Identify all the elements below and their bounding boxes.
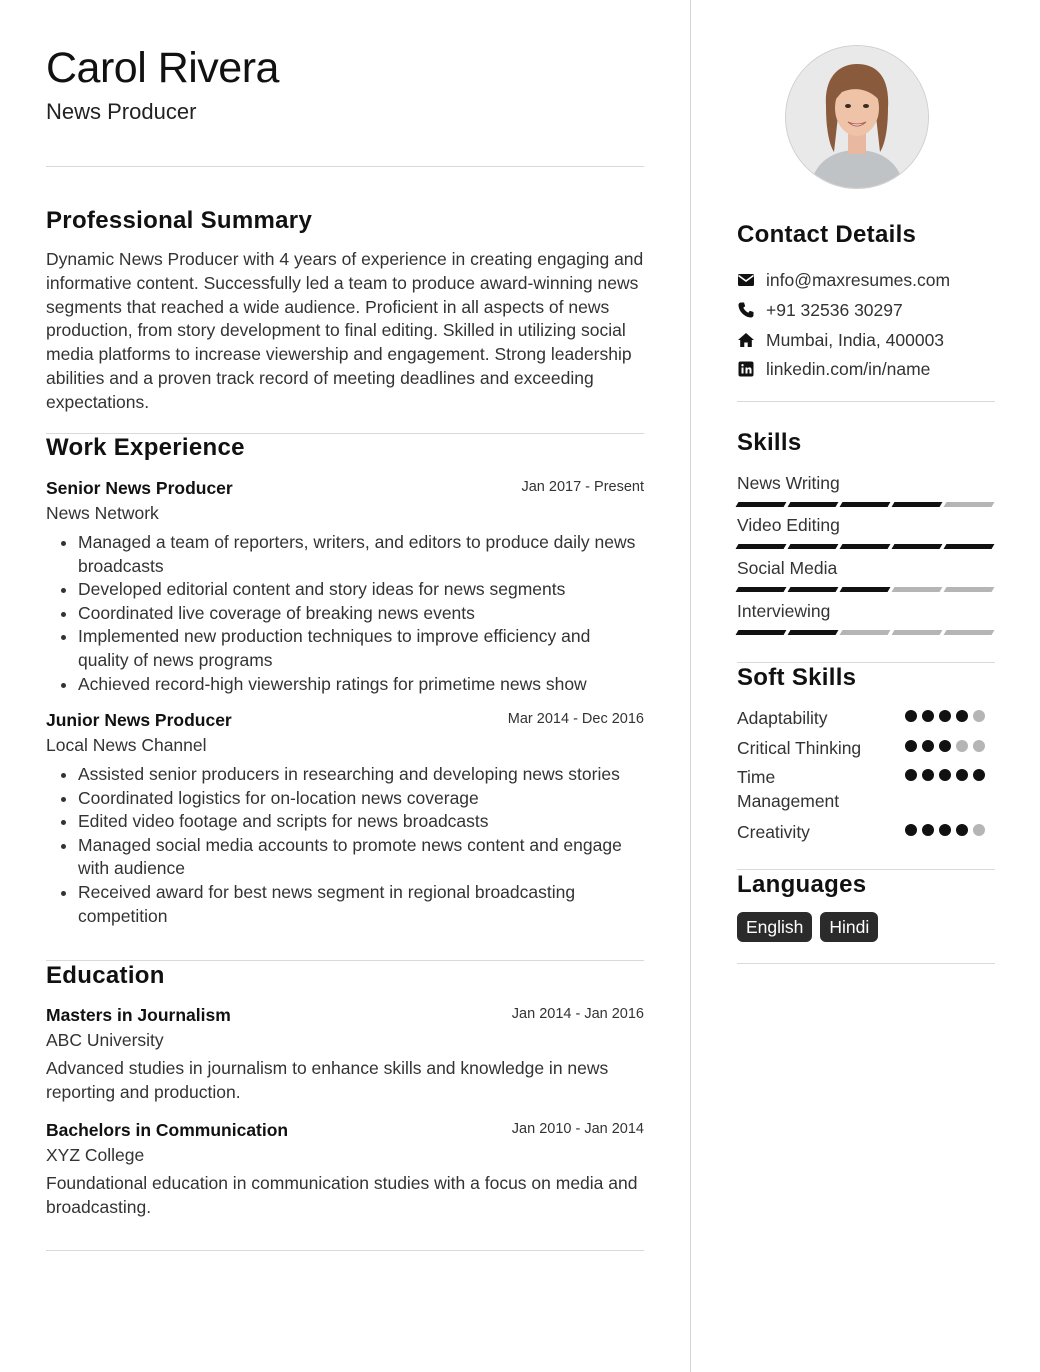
skill-name: Social Media (737, 558, 838, 578)
soft-skill-dot (905, 769, 917, 781)
contact-divider (737, 401, 995, 402)
job-org: Local News Channel (46, 735, 207, 755)
degree-title: Masters in Journalism (46, 1005, 231, 1025)
job-bullet: • Managed a team of reporters, writers, and editors to produce daily news broadcasts (78, 531, 644, 578)
contact-email-text: info@maxresumes.com (766, 269, 951, 290)
job-entry (46, 477, 644, 696)
education-description: Advanced studies in journalism to enhance skills and knowledge in news reporting and production. (46, 1058, 609, 1102)
job-date: Mar 2014 - Dec 2016 (507, 711, 644, 727)
skill-name: Interviewing (737, 601, 831, 621)
job-bullet: • Received award for best news segment in regional broadcasting competition (78, 881, 644, 928)
soft-skill-dot (939, 710, 951, 722)
skill-level-segment (892, 502, 943, 507)
education-entry (46, 1119, 644, 1219)
skill-item (737, 514, 995, 549)
soft-skill-dot (956, 740, 968, 752)
languages-title: Languages (737, 871, 867, 898)
soft-skill-dot (939, 740, 951, 752)
skill-level-segment (788, 502, 839, 507)
job-bullet: • Implemented new production techniques to improve efficiency and quality of news programs (78, 625, 644, 672)
soft-skill-dot (973, 769, 985, 781)
soft-skill-dot (956, 824, 968, 836)
soft-skill-name: Critical Thinking (737, 738, 862, 758)
soft-skill-dots (905, 769, 985, 781)
skill-level-segment (788, 630, 839, 635)
summary-text: Dynamic News Producer with 4 years of experience in creating engaging and informative content. Successfully led a team to produce award-winning news segments that reached a wide audience. Proficient in all aspects of news production, from story development to final editing. Skilled in utilizing social media platforms to increase viewership and engagement. Strong leadership abilities and a proven track record of meeting deadlines and exceeding expectations. (46, 249, 644, 412)
soft-skills-title: Soft Skills (737, 664, 857, 691)
soft-skill-name: Creativity (737, 822, 810, 842)
candidate-role: News Producer (46, 99, 197, 124)
soft-skill-dots (905, 740, 985, 752)
job-entry (46, 709, 644, 928)
job-bullets (46, 763, 644, 928)
skill-level-bar (737, 630, 995, 635)
skill-level-segment (944, 587, 995, 592)
skills-title: Skills (737, 429, 802, 456)
soft-skill-dot (905, 710, 917, 722)
job-bullet: • Coordinated logistics for on-location news coverage (78, 787, 644, 811)
soft-skill-dot (922, 710, 934, 722)
contact-linkedin-text: linkedin.com/in/name (766, 358, 931, 379)
skill-name: News Writing (737, 473, 840, 493)
school-name: ABC University (46, 1030, 164, 1050)
job-bullet: • Coordinated live coverage of breaking news events (78, 602, 644, 626)
contact-address-text: Mumbai, India, 400003 (766, 329, 945, 350)
envelope-icon (737, 271, 755, 289)
education-date: Jan 2014 - Jan 2016 (511, 1006, 644, 1022)
column-divider (690, 0, 691, 1372)
contact-email[interactable] (737, 268, 950, 292)
experience-title: Work Experience (46, 434, 245, 461)
soft-skill-dot (939, 769, 951, 781)
skill-level-segment (944, 630, 995, 635)
skill-level-segment (788, 587, 839, 592)
soft-skill-name: Time Management (737, 767, 840, 811)
job-title: Junior News Producer (46, 710, 232, 730)
job-bullet: • Developed editorial content and story ideas for news segments (78, 578, 644, 602)
soft-skill-dots (905, 824, 985, 836)
education-divider (46, 1250, 644, 1251)
linkedin-icon (737, 360, 755, 378)
soft-skill-dot (973, 824, 985, 836)
header-divider (46, 166, 644, 167)
job-org: News Network (46, 503, 159, 523)
skill-level-segment (944, 544, 995, 549)
soft-skill-dot (973, 740, 985, 752)
contact-address (737, 328, 944, 352)
skill-level-bar (737, 502, 995, 507)
skill-level-segment (892, 587, 943, 592)
soft-skill-dot (956, 769, 968, 781)
soft-skill-dots (905, 710, 985, 722)
soft-skill-dot (973, 710, 985, 722)
skill-level-bar (737, 587, 995, 592)
skill-level-segment (840, 502, 891, 507)
education-title: Education (46, 962, 165, 989)
soft-skill-dot (905, 740, 917, 752)
education-entry (46, 1004, 644, 1104)
skill-level-segment (840, 587, 891, 592)
soft-skill-dot (939, 824, 951, 836)
education-date: Jan 2010 - Jan 2014 (511, 1121, 644, 1137)
language-list (737, 912, 878, 942)
skill-item (737, 472, 995, 507)
skill-level-segment (892, 544, 943, 549)
experience-divider (46, 960, 644, 961)
skill-level-segment (840, 544, 891, 549)
job-bullets (46, 531, 644, 696)
summary-title: Professional Summary (46, 207, 313, 234)
skill-level-segment (944, 502, 995, 507)
skill-level-segment (840, 630, 891, 635)
candidate-name: Carol Rivera (46, 44, 279, 92)
skill-level-segment (788, 544, 839, 549)
soft-skill-dot (956, 710, 968, 722)
contact-phone-text: +91 32536 30297 (766, 299, 903, 320)
language-badge: English (737, 912, 812, 942)
skill-level-segment (892, 630, 943, 635)
contact-linkedin[interactable] (737, 357, 930, 381)
job-bullet: • Edited video footage and scripts for news broadcasts (78, 810, 644, 834)
job-date: Jan 2017 - Present (521, 479, 644, 495)
skill-level-segment (736, 630, 787, 635)
contact-phone[interactable] (737, 298, 903, 322)
education-description: Foundational education in communication studies with a focus on media and broadcasting. (46, 1173, 638, 1217)
skill-item (737, 600, 995, 635)
soft-skill-name: Adaptability (737, 708, 828, 728)
skill-item (737, 557, 995, 592)
profile-photo (785, 45, 929, 189)
skill-name: Video Editing (737, 515, 840, 535)
degree-title: Bachelors in Communication (46, 1120, 289, 1140)
job-title: Senior News Producer (46, 478, 233, 498)
school-name: XYZ College (46, 1145, 145, 1165)
skill-level-segment (736, 544, 787, 549)
job-bullet: • Assisted senior producers in researching and developing news stories (78, 763, 644, 787)
phone-icon (737, 301, 755, 319)
contact-title: Contact Details (737, 221, 917, 248)
soft-skills-divider (737, 869, 995, 870)
job-bullet: • Achieved record-high viewership ratings for primetime news show (78, 673, 644, 697)
languages-divider (737, 963, 995, 964)
skill-level-segment (736, 502, 787, 507)
skill-level-bar (737, 544, 995, 549)
soft-skill-dot (922, 740, 934, 752)
skill-level-segment (736, 587, 787, 592)
soft-skill-dot (922, 824, 934, 836)
portrait-illustration (786, 46, 928, 188)
job-bullet: • Managed social media accounts to promote news content and engage with audience (78, 834, 644, 881)
soft-skill-dot (905, 824, 917, 836)
language-badge: Hindi (820, 912, 878, 942)
soft-skill-dot (922, 769, 934, 781)
home-icon (737, 331, 755, 349)
skills-divider (737, 662, 995, 663)
